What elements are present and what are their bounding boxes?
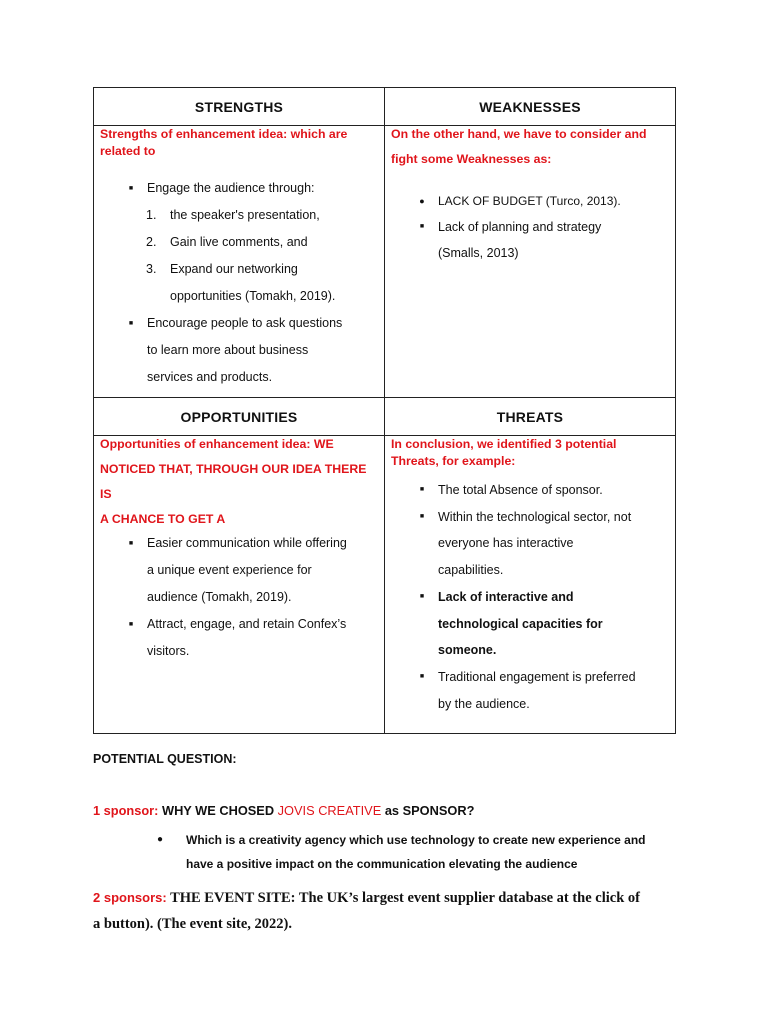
numbered-item-text: the speaker's presentation, [170, 208, 320, 222]
opportunities-intro-line: A CHANCE TO GET A [100, 512, 226, 526]
list-item-text: Encourage people to ask questions [147, 316, 343, 330]
strengths-header [94, 88, 385, 126]
list-item [100, 530, 378, 611]
square-bullet-icon: ■ [419, 486, 425, 493]
strengths-cell [94, 126, 385, 398]
list-item-text: Attract, engage, and retain Confex’s [147, 617, 347, 631]
list-item-text: Easier communication while offering [147, 536, 347, 550]
square-bullet-icon: ■ [419, 223, 425, 230]
list-item [391, 504, 669, 584]
threats-cell [385, 436, 676, 734]
question-1-text-after: as SPONSOR? [384, 803, 475, 818]
list-item-text: Lack of planning and strategy [438, 220, 602, 234]
square-bullet-icon: ■ [128, 320, 134, 327]
list-item-text: everyone has interactive [438, 536, 574, 551]
opportunities-intro [100, 432, 378, 532]
square-bullet-icon: ■ [419, 592, 425, 600]
threats-intro [391, 436, 669, 470]
round-bullet-icon: ● [157, 834, 164, 845]
strengths-intro-line: Strengths of enhancement idea: which are [100, 127, 348, 141]
opportunities-header [94, 398, 385, 436]
weaknesses-cell [385, 126, 676, 398]
strengths-intro [100, 126, 378, 160]
list-item-text: services and products. [147, 370, 273, 384]
weaknesses-intro-line: On the other hand, we have to consider and [391, 127, 647, 141]
opportunities-title: OPPORTUNITIES [180, 408, 298, 425]
list-item-text: Lack of interactive and [438, 589, 574, 604]
list-item [100, 611, 378, 665]
strengths-intro-line: related to [100, 144, 156, 158]
question-2-text-line: a button). (The event site, 2022). [93, 916, 292, 932]
list-item-text: audience (Tomakh, 2019). [147, 590, 292, 604]
question-1-bullet [157, 828, 680, 876]
list-item [391, 584, 669, 664]
square-bullet-icon: ■ [128, 540, 134, 547]
item-number: 1. [146, 208, 157, 222]
opportunities-intro-line: NOTICED THAT, THROUGH OUR IDEA THERE IS [100, 462, 367, 501]
weaknesses-title: WEAKNESSES [479, 98, 581, 115]
list-item-text: to learn more about business [147, 343, 309, 357]
question-1 [93, 803, 693, 818]
numbered-item-text: Expand our networking [170, 262, 298, 276]
list-item [391, 188, 669, 214]
list-item-text: Within the technological sector, not [438, 509, 632, 524]
strengths-title: STRENGTHS [194, 98, 284, 115]
opportunities-intro-line: Opportunities of enhancement idea: WE [100, 437, 334, 451]
question-2-label: 2 sponsors: [93, 890, 167, 905]
opportunities-cell [94, 436, 385, 734]
list-item-text: Traditional engagement is preferred [438, 669, 636, 684]
item-number: 3. [146, 262, 157, 276]
threats-header [385, 398, 676, 436]
list-item-text: LACK OF BUDGET (Turco, 2013). [438, 194, 621, 208]
question-2 [93, 885, 683, 937]
item-number: 2. [146, 235, 157, 249]
weaknesses-intro-line: fight some Weaknesses as: [391, 152, 552, 166]
weaknesses-intro [391, 122, 669, 172]
numbered-item [100, 229, 378, 256]
list-item-text: technological capacities for [438, 616, 603, 631]
list-item-text: someone. [438, 643, 497, 658]
list-item-text: The total Absence of sponsor. [438, 483, 603, 497]
square-bullet-icon: ■ [128, 621, 134, 628]
question-1-bullet-line: have a positive impact on the communication elevating the audience [186, 857, 578, 871]
square-bullet-icon: ■ [419, 512, 425, 520]
list-item-text: by the audience. [438, 696, 530, 711]
numbered-item [100, 202, 378, 229]
threats-intro-line: Threats, for example: [391, 454, 516, 468]
list-item [100, 175, 378, 202]
question-1-highlight: JOVIS CREATIVE [277, 803, 382, 818]
swot-table [93, 87, 676, 734]
numbered-item [100, 256, 378, 283]
round-bullet-icon: ● [419, 196, 425, 206]
list-item-text: (Smalls, 2013) [438, 246, 519, 260]
question-1-label: 1 sponsor: [93, 803, 159, 818]
potential-question-heading: POTENTIAL QUESTION: [93, 752, 237, 766]
list-item-text: a unique event experience for [147, 563, 312, 577]
list-item [100, 310, 378, 391]
threats-title: THREATS [496, 408, 564, 425]
numbered-item-continuation [100, 283, 378, 310]
numbered-item-text: Gain live comments, and [170, 235, 308, 249]
list-item-text: visitors. [147, 644, 190, 658]
square-bullet-icon: ■ [419, 672, 425, 680]
question-1-text-before: WHY WE CHOSED [161, 803, 275, 818]
numbered-item-text: opportunities (Tomakh, 2019). [170, 289, 336, 303]
list-item [391, 214, 669, 266]
question-2-text-line: THE EVENT SITE: The UK’s largest event supplier database at the click of [170, 890, 641, 906]
list-item [391, 664, 669, 717]
question-1-bullet-line: Which is a creativity agency which use technology to create new experience and [186, 833, 646, 847]
list-item-text: Engage the audience through: [147, 181, 315, 195]
threats-intro-line: In conclusion, we identified 3 potential [391, 437, 617, 451]
list-item [391, 477, 669, 504]
weaknesses-header [385, 88, 676, 126]
square-bullet-icon: ■ [128, 185, 134, 192]
list-item-text: capabilities. [438, 563, 504, 578]
